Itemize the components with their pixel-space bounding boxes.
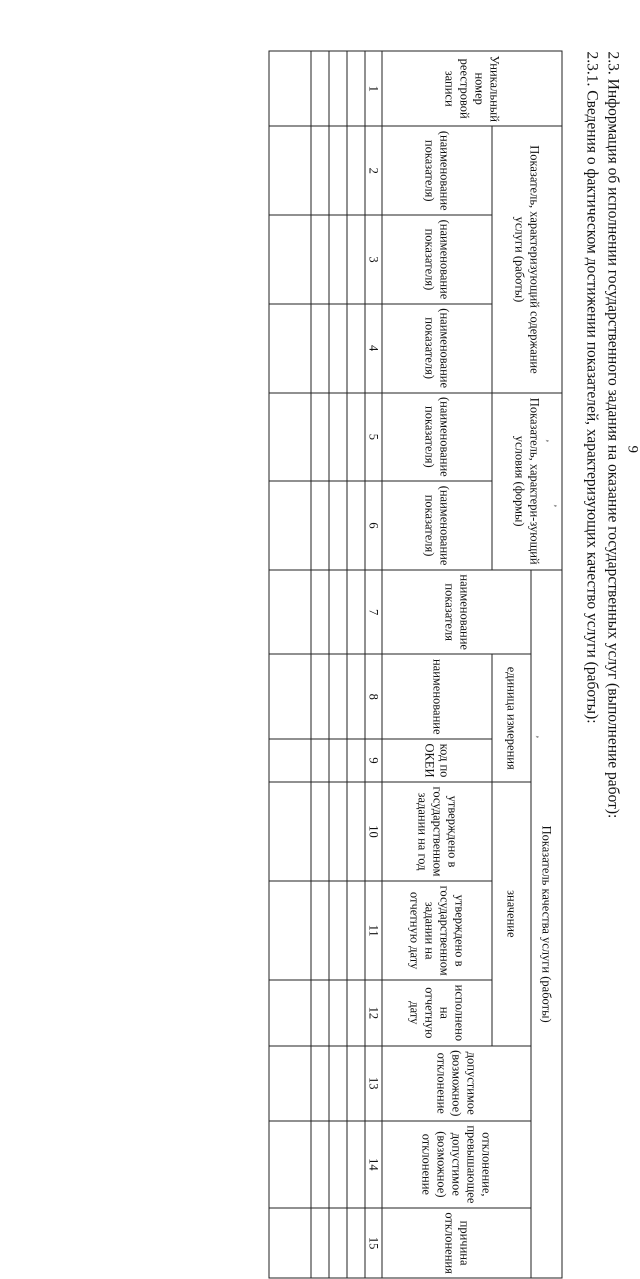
data-cell xyxy=(347,1121,365,1208)
approved-date-header: утверждено в государственном задании на отчетную дату xyxy=(382,881,492,980)
approved-year-header: утверждено в государственном задании на год xyxy=(382,782,492,881)
column-number: 2 xyxy=(365,126,382,215)
data-cell xyxy=(269,51,311,126)
data-cell xyxy=(329,1121,347,1208)
data-cell xyxy=(329,215,347,304)
data-cell xyxy=(269,481,311,570)
column-number: 3 xyxy=(365,215,382,304)
data-cell xyxy=(269,393,311,482)
data-cell xyxy=(269,215,311,304)
indicator-name-2: (наименование показателя) xyxy=(382,126,492,215)
unit-name-header: наименование xyxy=(382,654,492,739)
subsection-heading: 2.3.1. Сведения о фактическом достижении показателей, характеризующих качество услуги (работы): xyxy=(583,52,601,724)
excess-deviation-header: отклонение, превышающее допустимое (возможное) отклонение xyxy=(382,1121,531,1208)
column-number: 4 xyxy=(365,304,382,393)
data-cell xyxy=(311,782,329,881)
data-cell xyxy=(269,570,311,655)
executed-header: исполнено на отчетную дату xyxy=(382,980,492,1045)
data-cell xyxy=(311,739,329,782)
data-cell xyxy=(347,654,365,739)
content-indicator-header: Показатель, характеризующий содержание услуги (работы) xyxy=(492,126,562,392)
column-number: 6 xyxy=(365,481,382,570)
data-cell xyxy=(329,481,347,570)
data-cell xyxy=(347,739,365,782)
unit-group-header: единица измерения xyxy=(492,654,531,782)
data-cell xyxy=(311,980,329,1045)
data-cell xyxy=(311,215,329,304)
column-number: 5 xyxy=(365,393,382,482)
data-cell xyxy=(329,570,347,655)
data-cell xyxy=(311,570,329,655)
data-cell xyxy=(329,1208,347,1278)
column-number: 11 xyxy=(365,881,382,980)
data-cell xyxy=(329,739,347,782)
data-cell xyxy=(329,881,347,980)
indicator-name-5: (наименование показателя) xyxy=(382,393,492,482)
scan-mark: , xyxy=(553,505,565,508)
value-group-header: значение xyxy=(492,782,531,1046)
data-cell xyxy=(347,393,365,482)
unique-number-header: Уникальный номер реестровой записи xyxy=(382,51,562,126)
quality-group-header: Показатель качества услуги (работы) xyxy=(531,570,562,1278)
data-cell xyxy=(329,126,347,215)
data-cell xyxy=(311,126,329,215)
data-cell xyxy=(269,1208,311,1278)
data-cell xyxy=(269,304,311,393)
data-cell xyxy=(329,51,347,126)
data-cell xyxy=(311,1208,329,1278)
data-cell xyxy=(329,393,347,482)
column-number: 8 xyxy=(365,654,382,739)
section-heading: 2.3. Информация об исполнении государственного задания на оказание государственных услуг (выполнение работ): xyxy=(604,52,622,819)
quality-indicators-table xyxy=(269,51,563,1279)
data-cell xyxy=(269,739,311,782)
reason-header: причина отклонения xyxy=(382,1208,531,1278)
column-number: 14 xyxy=(365,1121,382,1208)
scan-mark: , xyxy=(545,440,557,443)
data-cell xyxy=(269,782,311,881)
column-number: 12 xyxy=(365,980,382,1045)
column-number: 7 xyxy=(365,570,382,655)
data-cell xyxy=(347,481,365,570)
data-cell xyxy=(347,126,365,215)
indicator-name-6: (наименование показателя) xyxy=(382,481,492,570)
page-number: 9 xyxy=(624,446,640,454)
data-cell xyxy=(347,1208,365,1278)
column-number: 9 xyxy=(365,739,382,782)
data-cell xyxy=(311,51,329,126)
data-cell xyxy=(269,980,311,1045)
data-cell xyxy=(329,1046,347,1121)
okei-header: код по ОКЕИ xyxy=(382,739,492,782)
data-cell xyxy=(311,1046,329,1121)
data-cell xyxy=(269,1121,311,1208)
data-cell xyxy=(329,782,347,881)
rotated-page xyxy=(1,0,640,905)
data-cell xyxy=(329,304,347,393)
data-cell xyxy=(347,304,365,393)
column-number: 1 xyxy=(365,51,382,126)
data-cell xyxy=(269,1046,311,1121)
data-cell xyxy=(311,481,329,570)
data-cell xyxy=(269,126,311,215)
allowed-deviation-header: допустимое (возможное) отклонение xyxy=(382,1046,531,1121)
data-cell xyxy=(347,1046,365,1121)
data-cell xyxy=(347,51,365,126)
data-cell xyxy=(311,1121,329,1208)
data-cell xyxy=(269,654,311,739)
data-cell xyxy=(311,304,329,393)
data-cell xyxy=(311,654,329,739)
column-number: 10 xyxy=(365,782,382,881)
data-cell xyxy=(347,215,365,304)
condition-indicator-header: Показатель, характери-зующий условия (формы) xyxy=(492,393,562,570)
column-number: 15 xyxy=(365,1208,382,1278)
indicator-name-header: наименование показателя xyxy=(382,570,531,655)
indicator-name-3: (наименование показателя) xyxy=(382,215,492,304)
data-cell xyxy=(347,881,365,980)
data-cell xyxy=(311,881,329,980)
data-cell xyxy=(269,881,311,980)
scan-mark: , xyxy=(535,736,547,739)
data-cell xyxy=(347,570,365,655)
indicator-name-4: (наименование показателя) xyxy=(382,304,492,393)
data-cell xyxy=(329,654,347,739)
column-number: 13 xyxy=(365,1046,382,1121)
data-cell xyxy=(347,980,365,1045)
data-cell xyxy=(347,782,365,881)
data-cell xyxy=(329,980,347,1045)
data-cell xyxy=(311,393,329,482)
